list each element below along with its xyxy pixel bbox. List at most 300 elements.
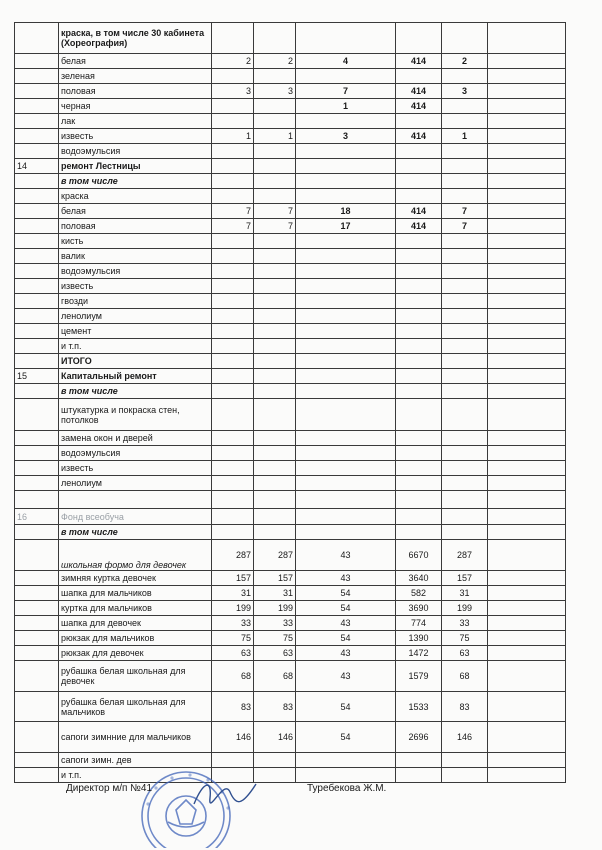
extra-cell — [488, 99, 566, 114]
code-cell — [396, 264, 442, 279]
item-name-cell — [59, 491, 212, 509]
price-cell — [296, 324, 396, 339]
qty-cell — [212, 525, 254, 540]
qty-2-cell: 33 — [254, 616, 296, 631]
code-cell — [396, 294, 442, 309]
qty-cell — [212, 399, 254, 431]
table-row — [15, 354, 566, 369]
qty-cell: 287 — [212, 540, 254, 571]
qty-2-cell — [254, 446, 296, 461]
row-number-cell — [15, 279, 59, 294]
code-cell: 6670 — [396, 540, 442, 571]
item-name-cell: валик — [59, 249, 212, 264]
price-cell — [296, 69, 396, 84]
item-name-cell: зимняя куртка девочек — [59, 571, 212, 586]
price-cell: 3 — [296, 129, 396, 144]
item-name-cell: рубашка белая школьная для мальчиков — [59, 692, 212, 722]
code-cell: 582 — [396, 586, 442, 601]
qty-cell: 146 — [212, 722, 254, 753]
qty-2-cell — [254, 509, 296, 525]
table-row — [15, 631, 566, 646]
total-cell — [442, 189, 488, 204]
total-cell — [442, 476, 488, 491]
table-row — [15, 446, 566, 461]
row-number-cell — [15, 461, 59, 476]
item-name-cell: известь — [59, 129, 212, 144]
item-name-cell: водоэмульсия — [59, 446, 212, 461]
item-name-cell: куртка для мальчиков — [59, 601, 212, 616]
code-cell — [396, 431, 442, 446]
director-label: Директор м/п №41 — [66, 783, 153, 794]
total-cell — [442, 99, 488, 114]
row-number-cell — [15, 661, 59, 692]
qty-cell — [212, 491, 254, 509]
row-number-cell — [15, 219, 59, 234]
extra-cell — [488, 540, 566, 571]
total-cell — [442, 446, 488, 461]
qty-cell: 7 — [212, 204, 254, 219]
item-name-cell: черная — [59, 99, 212, 114]
total-cell — [442, 144, 488, 159]
row-number-cell — [15, 249, 59, 264]
code-cell — [396, 249, 442, 264]
row-number-cell — [15, 431, 59, 446]
extra-cell — [488, 129, 566, 144]
item-name-cell: половая — [59, 219, 212, 234]
table-row — [15, 54, 566, 69]
extra-cell — [488, 54, 566, 69]
code-cell — [396, 399, 442, 431]
price-cell: 43 — [296, 646, 396, 661]
table-row — [15, 509, 566, 525]
extra-cell — [488, 446, 566, 461]
table-row — [15, 129, 566, 144]
qty-cell — [212, 753, 254, 768]
item-name-cell: школьная формо для девочек — [59, 540, 212, 571]
qty-2-cell — [254, 99, 296, 114]
qty-cell — [212, 69, 254, 84]
code-cell — [396, 279, 442, 294]
item-name-cell: ИТОГО — [59, 354, 212, 369]
price-cell — [296, 249, 396, 264]
qty-2-cell — [254, 159, 296, 174]
price-cell — [296, 525, 396, 540]
price-cell — [296, 294, 396, 309]
row-number-cell — [15, 753, 59, 768]
total-cell: 157 — [442, 571, 488, 586]
code-cell: 2696 — [396, 722, 442, 753]
total-cell — [442, 174, 488, 189]
total-cell — [442, 309, 488, 324]
row-number-cell — [15, 491, 59, 509]
table-row — [15, 174, 566, 189]
qty-2-cell: 68 — [254, 661, 296, 692]
total-cell: 31 — [442, 586, 488, 601]
price-cell — [296, 461, 396, 476]
code-cell: 1390 — [396, 631, 442, 646]
extra-cell — [488, 631, 566, 646]
extra-cell — [488, 219, 566, 234]
table-row — [15, 264, 566, 279]
total-cell — [442, 249, 488, 264]
item-name-cell: шапка для мальчиков — [59, 586, 212, 601]
qty-cell: 68 — [212, 661, 254, 692]
extra-cell — [488, 144, 566, 159]
table-row — [15, 646, 566, 661]
price-cell — [296, 476, 396, 491]
table-row — [15, 309, 566, 324]
price-cell: 54 — [296, 722, 396, 753]
extra-cell — [488, 461, 566, 476]
item-name-cell: ленолиум — [59, 309, 212, 324]
qty-cell — [212, 23, 254, 54]
price-cell: 54 — [296, 601, 396, 616]
item-name-cell: лак — [59, 114, 212, 129]
price-cell — [296, 339, 396, 354]
price-cell — [296, 174, 396, 189]
table-row — [15, 431, 566, 446]
row-number-cell — [15, 446, 59, 461]
code-cell — [396, 491, 442, 509]
price-cell — [296, 234, 396, 249]
item-name-cell: в том числе — [59, 384, 212, 399]
code-cell: 774 — [396, 616, 442, 631]
total-cell — [442, 69, 488, 84]
qty-2-cell: 83 — [254, 692, 296, 722]
code-cell: 414 — [396, 84, 442, 99]
code-cell — [396, 461, 442, 476]
row-number-cell — [15, 540, 59, 571]
item-name-cell: краска — [59, 189, 212, 204]
table-row — [15, 69, 566, 84]
extra-cell — [488, 601, 566, 616]
table-row — [15, 114, 566, 129]
item-name-cell: водоэмульсия — [59, 264, 212, 279]
code-cell — [396, 446, 442, 461]
row-number-cell — [15, 309, 59, 324]
code-cell — [396, 189, 442, 204]
qty-cell — [212, 509, 254, 525]
table-row — [15, 23, 566, 54]
row-number-cell — [15, 586, 59, 601]
qty-2-cell — [254, 249, 296, 264]
qty-2-cell — [254, 431, 296, 446]
price-cell: 54 — [296, 586, 396, 601]
qty-2-cell — [254, 354, 296, 369]
price-cell: 54 — [296, 692, 396, 722]
extra-cell — [488, 586, 566, 601]
item-name-cell: гвозди — [59, 294, 212, 309]
table-row — [15, 324, 566, 339]
price-cell: 4 — [296, 54, 396, 69]
table-row — [15, 586, 566, 601]
price-cell — [296, 309, 396, 324]
total-cell — [442, 461, 488, 476]
total-cell: 287 — [442, 540, 488, 571]
total-cell — [442, 431, 488, 446]
qty-cell: 33 — [212, 616, 254, 631]
extra-cell — [488, 431, 566, 446]
extra-cell — [488, 646, 566, 661]
row-number-cell — [15, 525, 59, 540]
price-cell — [296, 446, 396, 461]
row-number-cell — [15, 339, 59, 354]
extra-cell — [488, 294, 566, 309]
total-cell — [442, 264, 488, 279]
extra-cell — [488, 174, 566, 189]
qty-2-cell — [254, 476, 296, 491]
extra-cell — [488, 384, 566, 399]
item-name-cell: цемент — [59, 324, 212, 339]
item-name-cell: в том числе — [59, 525, 212, 540]
code-cell: 414 — [396, 219, 442, 234]
qty-2-cell: 75 — [254, 631, 296, 646]
row-number-cell — [15, 54, 59, 69]
price-cell — [296, 354, 396, 369]
total-cell — [442, 525, 488, 540]
qty-2-cell — [254, 234, 296, 249]
item-name-cell: Фонд всеобуча — [59, 509, 212, 525]
price-cell: 43 — [296, 571, 396, 586]
qty-cell — [212, 384, 254, 399]
extra-cell — [488, 234, 566, 249]
code-cell — [396, 753, 442, 768]
qty-cell — [212, 144, 254, 159]
table-row — [15, 661, 566, 692]
total-cell: 7 — [442, 204, 488, 219]
row-number-cell — [15, 571, 59, 586]
row-number-cell — [15, 23, 59, 54]
total-cell — [442, 294, 488, 309]
code-cell — [396, 309, 442, 324]
code-cell — [396, 476, 442, 491]
price-cell — [296, 23, 396, 54]
row-number-cell: 15 — [15, 369, 59, 384]
extra-cell — [488, 23, 566, 54]
item-name-cell: белая — [59, 204, 212, 219]
code-cell: 3640 — [396, 571, 442, 586]
total-cell — [442, 159, 488, 174]
qty-2-cell: 1 — [254, 129, 296, 144]
total-cell: 33 — [442, 616, 488, 631]
total-cell: 199 — [442, 601, 488, 616]
director-name: Туребекова Ж.М. — [307, 783, 387, 794]
table-row — [15, 722, 566, 753]
row-number-cell — [15, 204, 59, 219]
item-name-cell: белая — [59, 54, 212, 69]
total-cell: 83 — [442, 692, 488, 722]
extra-cell — [488, 722, 566, 753]
total-cell: 1 — [442, 129, 488, 144]
row-number-cell: 16 — [15, 509, 59, 525]
budget-table — [14, 22, 566, 783]
price-cell — [296, 384, 396, 399]
extra-cell — [488, 189, 566, 204]
extra-cell — [488, 339, 566, 354]
qty-cell — [212, 114, 254, 129]
price-cell: 1 — [296, 99, 396, 114]
code-cell: 414 — [396, 99, 442, 114]
qty-cell — [212, 234, 254, 249]
code-cell — [396, 159, 442, 174]
price-cell — [296, 753, 396, 768]
code-cell — [396, 234, 442, 249]
extra-cell — [488, 476, 566, 491]
qty-cell — [212, 279, 254, 294]
price-cell — [296, 369, 396, 384]
extra-cell — [488, 249, 566, 264]
extra-cell — [488, 159, 566, 174]
row-number-cell — [15, 399, 59, 431]
qty-2-cell: 31 — [254, 586, 296, 601]
table-row — [15, 616, 566, 631]
extra-cell — [488, 509, 566, 525]
table-row — [15, 491, 566, 509]
price-cell — [296, 491, 396, 509]
qty-cell — [212, 339, 254, 354]
price-cell — [296, 114, 396, 129]
qty-2-cell — [254, 384, 296, 399]
total-cell: 63 — [442, 646, 488, 661]
total-cell — [442, 234, 488, 249]
qty-cell: 157 — [212, 571, 254, 586]
table-row — [15, 294, 566, 309]
qty-cell — [212, 249, 254, 264]
qty-cell: 1 — [212, 129, 254, 144]
code-cell: 1472 — [396, 646, 442, 661]
qty-2-cell: 7 — [254, 219, 296, 234]
table-body — [15, 23, 566, 783]
table-row — [15, 753, 566, 768]
table-row — [15, 159, 566, 174]
item-name-cell: краска, в том числе 30 кабинета (Хореография) — [59, 23, 212, 54]
item-name-cell: и т.п. — [59, 339, 212, 354]
row-number-cell — [15, 692, 59, 722]
table-row — [15, 234, 566, 249]
qty-2-cell: 7 — [254, 204, 296, 219]
qty-cell: 2 — [212, 54, 254, 69]
price-cell: 43 — [296, 616, 396, 631]
price-cell — [296, 264, 396, 279]
extra-cell — [488, 491, 566, 509]
qty-cell: 31 — [212, 586, 254, 601]
row-number-cell — [15, 129, 59, 144]
item-name-cell: сапоги зимн. дев — [59, 753, 212, 768]
code-cell — [396, 23, 442, 54]
code-cell: 1579 — [396, 661, 442, 692]
code-cell: 414 — [396, 54, 442, 69]
qty-cell — [212, 99, 254, 114]
qty-2-cell: 146 — [254, 722, 296, 753]
extra-cell — [488, 309, 566, 324]
extra-cell — [488, 69, 566, 84]
code-cell — [396, 324, 442, 339]
extra-cell — [488, 692, 566, 722]
qty-cell — [212, 309, 254, 324]
item-name-cell: рубашка белая школьная для девочек — [59, 661, 212, 692]
total-cell — [442, 509, 488, 525]
qty-cell: 3 — [212, 84, 254, 99]
qty-cell: 7 — [212, 219, 254, 234]
qty-2-cell: 157 — [254, 571, 296, 586]
table-row — [15, 369, 566, 384]
item-name-cell: рюкзак для девочек — [59, 646, 212, 661]
code-cell — [396, 144, 442, 159]
qty-2-cell: 3 — [254, 84, 296, 99]
qty-2-cell — [254, 324, 296, 339]
qty-cell — [212, 294, 254, 309]
qty-cell: 63 — [212, 646, 254, 661]
qty-2-cell — [254, 23, 296, 54]
qty-2-cell — [254, 279, 296, 294]
price-cell: 17 — [296, 219, 396, 234]
price-cell — [296, 399, 396, 431]
qty-cell: 199 — [212, 601, 254, 616]
qty-2-cell — [254, 369, 296, 384]
qty-2-cell — [254, 69, 296, 84]
row-number-cell — [15, 722, 59, 753]
extra-cell — [488, 324, 566, 339]
total-cell: 7 — [442, 219, 488, 234]
total-cell — [442, 23, 488, 54]
item-name-cell: ремонт Лестницы — [59, 159, 212, 174]
qty-2-cell — [254, 294, 296, 309]
item-name-cell: ленолиум — [59, 476, 212, 491]
extra-cell — [488, 399, 566, 431]
qty-2-cell — [254, 339, 296, 354]
total-cell — [442, 491, 488, 509]
extra-cell — [488, 114, 566, 129]
code-cell: 3690 — [396, 601, 442, 616]
table-row — [15, 219, 566, 234]
table-row — [15, 84, 566, 99]
price-cell — [296, 159, 396, 174]
extra-cell — [488, 204, 566, 219]
qty-2-cell — [254, 174, 296, 189]
item-name-cell: водоэмульсия — [59, 144, 212, 159]
qty-cell: 75 — [212, 631, 254, 646]
row-number-cell — [15, 144, 59, 159]
extra-cell — [488, 369, 566, 384]
code-cell — [396, 114, 442, 129]
table-row — [15, 571, 566, 586]
table-row — [15, 99, 566, 114]
total-cell — [442, 114, 488, 129]
item-name-cell: половая — [59, 84, 212, 99]
table-row — [15, 144, 566, 159]
qty-2-cell — [254, 399, 296, 431]
qty-2-cell — [254, 189, 296, 204]
table-row — [15, 540, 566, 571]
table-row — [15, 476, 566, 491]
row-number-cell — [15, 601, 59, 616]
qty-cell — [212, 264, 254, 279]
total-cell: 3 — [442, 84, 488, 99]
total-cell — [442, 369, 488, 384]
total-cell — [442, 324, 488, 339]
qty-cell — [212, 324, 254, 339]
code-cell — [396, 525, 442, 540]
code-cell: 414 — [396, 129, 442, 144]
total-cell: 68 — [442, 661, 488, 692]
row-number-cell — [15, 84, 59, 99]
table-row — [15, 525, 566, 540]
code-cell — [396, 174, 442, 189]
extra-cell — [488, 354, 566, 369]
row-number-cell — [15, 384, 59, 399]
item-name-cell: зеленая — [59, 69, 212, 84]
qty-2-cell — [254, 264, 296, 279]
